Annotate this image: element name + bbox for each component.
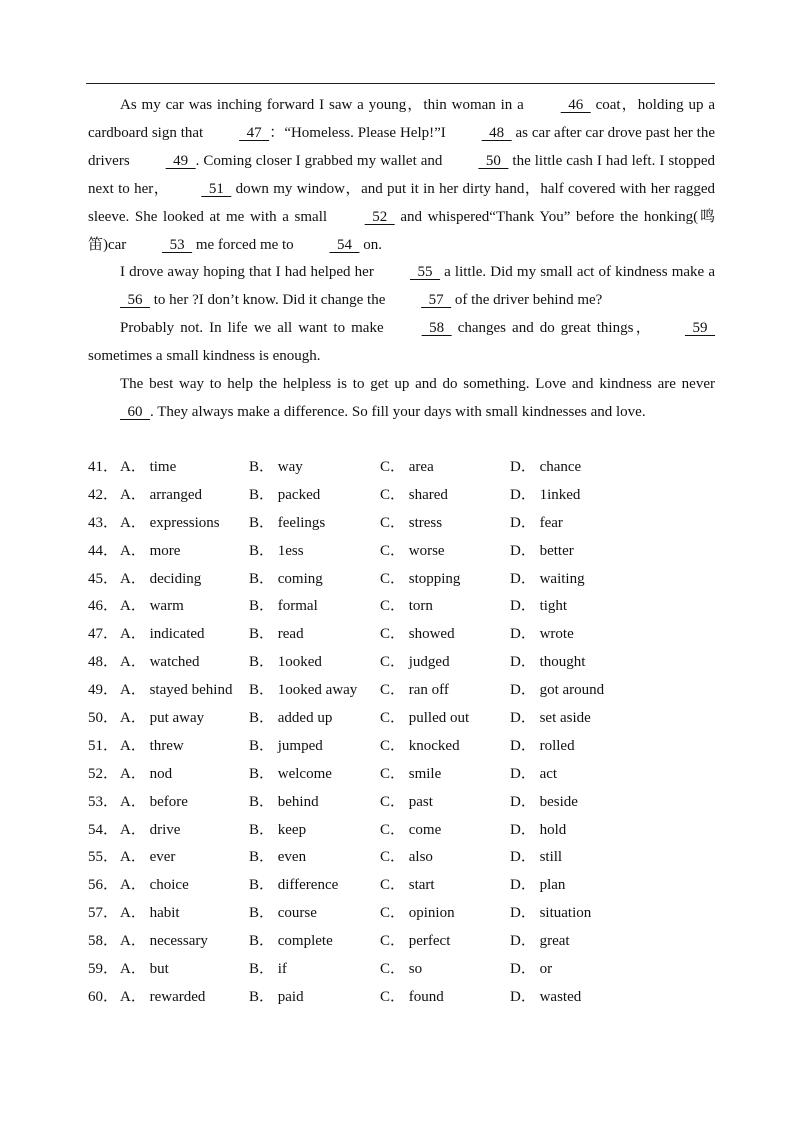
blank-53: 53	[162, 236, 193, 253]
option-c: C． judged	[380, 654, 450, 671]
option-c: C． so	[380, 961, 423, 978]
option-a: A． but	[120, 961, 169, 978]
question-number: 59．	[88, 961, 119, 978]
passage-text: As my car was inching forward I saw a young，thin woman in a	[120, 97, 529, 113]
option-c: C． found	[380, 988, 444, 1005]
option-c: C． stopping	[380, 570, 461, 587]
question-number: 60．	[88, 988, 119, 1005]
passage-text: on.	[359, 236, 382, 253]
option-a: A． necessary	[120, 933, 208, 950]
passage-text: Probably not. In life we all want to make	[120, 320, 390, 337]
option-a: A． warm	[120, 598, 184, 615]
blank-47: 47	[239, 124, 270, 141]
passage-text: to her ?I don’t know. Did it change the	[150, 292, 390, 309]
blank-49: 49	[165, 152, 196, 169]
paragraph-2	[88, 259, 715, 315]
option-a: A． before	[120, 793, 188, 810]
option-a: A． deciding	[120, 570, 202, 587]
option-c: C． worse	[380, 542, 445, 559]
option-a: A． habit	[120, 905, 180, 922]
option-d: D． still	[510, 849, 563, 866]
passage-text: down my window，and put it in her dirty hand，half covered with her ragged sleeve. She looked at me with a small	[88, 180, 715, 225]
option-b: B． feelings	[249, 514, 326, 531]
blank-48: 48	[481, 124, 512, 141]
option-c: C． opinion	[380, 905, 455, 922]
option-b: B． 1ooked	[249, 654, 322, 671]
question-number: 51．	[88, 737, 119, 754]
passage-text: . Coming closer I grabbed my wallet and	[195, 152, 447, 169]
paragraph-4	[88, 371, 715, 427]
question-number: 55．	[88, 849, 119, 866]
option-a: A． expressions	[120, 514, 220, 531]
option-c: C． showed	[380, 626, 455, 643]
option-a: A． indicated	[120, 626, 205, 643]
option-b: B． behind	[249, 793, 319, 810]
blank-58: 58	[421, 320, 452, 337]
option-d: D． 1inked	[510, 486, 581, 503]
option-d: D． hold	[510, 821, 567, 838]
option-b: B． complete	[249, 933, 333, 950]
option-d: D． great	[510, 933, 570, 950]
option-a: A． choice	[120, 877, 189, 894]
passage-text: a little. Did my small act of kindness make a	[439, 264, 716, 281]
option-a: A． stayed behind	[120, 682, 233, 699]
option-a: A． arranged	[120, 486, 203, 503]
option-c: C． perfect	[380, 933, 451, 950]
option-b: B． coming	[249, 570, 323, 587]
option-d: D． beside	[510, 793, 578, 810]
passage-text: ：“Homeless. Please Help!”I	[269, 124, 450, 141]
option-a: A． rewarded	[120, 988, 206, 1005]
blank-50: 50	[478, 152, 509, 169]
paragraph-3	[88, 315, 715, 371]
option-b: B． even	[249, 849, 307, 866]
blank-56: 56	[120, 292, 150, 309]
option-b: B． 1ess	[249, 542, 304, 559]
option-a: A． time	[120, 459, 177, 475]
question-number: 47．	[88, 626, 119, 643]
option-d: D． tight	[510, 598, 568, 615]
option-a: A． more	[120, 542, 181, 559]
option-d: D． got around	[510, 682, 605, 699]
passage-text: The best way to help the helpless is to get up and do something. Love and kindness are never	[120, 376, 715, 393]
blank-57: 57	[421, 292, 452, 309]
option-b: B． formal	[249, 598, 318, 615]
option-d: D． fear	[510, 514, 563, 531]
option-b: B． difference	[249, 877, 339, 894]
option-a: A． put away	[120, 710, 205, 727]
option-d: D． chance	[510, 459, 582, 475]
question-number: 56．	[88, 877, 119, 894]
option-b: B． keep	[249, 821, 307, 838]
option-b: B． added up	[249, 710, 333, 727]
option-a: A． nod	[120, 765, 173, 782]
passage-text: me forced me to	[192, 236, 298, 253]
option-a: A． threw	[120, 737, 184, 754]
question-number: 50．	[88, 710, 119, 727]
option-c: C． ran off	[380, 682, 449, 699]
option-a: A． drive	[120, 821, 181, 838]
blank-59: 59	[685, 320, 716, 337]
option-b: B． packed	[249, 486, 321, 503]
question-number: 44．	[88, 542, 119, 559]
option-c: C． start	[380, 877, 435, 894]
passage-text: coat，holding up a cardboard sign that	[88, 97, 715, 141]
question-number: 41．	[88, 459, 119, 475]
question-number: 48．	[88, 654, 119, 671]
option-c: C． past	[380, 793, 433, 810]
question-number: 46．	[88, 598, 119, 615]
question-number: 58．	[88, 933, 119, 950]
passage-text: I drove away hoping that I had helped her	[120, 264, 378, 281]
option-b: B． welcome	[249, 765, 332, 782]
option-b: B． if	[249, 961, 287, 978]
option-d: D． better	[510, 542, 574, 559]
option-b: B． read	[249, 626, 304, 643]
option-c: C． area	[380, 459, 434, 475]
option-b: B． 1ooked away	[249, 682, 358, 699]
option-d: D． rolled	[510, 737, 575, 754]
option-c: C． shared	[380, 486, 448, 503]
blank-54: 54	[329, 236, 360, 253]
option-c: C． come	[380, 821, 442, 838]
option-d: D． act	[510, 765, 558, 782]
option-c: C． pulled out	[380, 710, 470, 727]
passage-text: sometimes a small kindness is enough.	[88, 348, 321, 365]
option-b: B． course	[249, 905, 317, 922]
option-d: D． situation	[510, 905, 592, 922]
option-d: D． wasted	[510, 988, 582, 1005]
option-d: D． thought	[510, 654, 586, 671]
question-number: 42．	[88, 486, 119, 503]
option-b: B． jumped	[249, 737, 323, 754]
header-rule	[86, 83, 715, 84]
option-c: C． torn	[380, 598, 433, 615]
passage-text: the little cash I had left. I stopped next to her，	[88, 152, 716, 197]
option-d: D． wrote	[510, 626, 574, 643]
option-d: D． set aside	[510, 710, 591, 727]
option-c: C． also	[380, 849, 433, 866]
question-number: 49．	[88, 682, 119, 699]
question-number: 53．	[88, 793, 119, 810]
option-d: D． or	[510, 961, 553, 978]
passage-text: changes and do great things，	[451, 320, 654, 337]
blank-52: 52	[364, 208, 395, 225]
blank-51: 51	[201, 180, 232, 197]
option-b: B． way	[249, 459, 303, 475]
question-number: 52．	[88, 765, 119, 782]
question-number: 45．	[88, 570, 119, 587]
passage-text: of the driver behind me?	[451, 292, 603, 309]
option-b: B． paid	[249, 988, 304, 1005]
blank-55: 55	[409, 264, 440, 281]
option-c: C． knocked	[380, 737, 460, 754]
passage-text: and whispered“Thank You” before the honking(鸣笛)car	[88, 208, 715, 253]
passage-text: as car after car drove past her the drivers	[88, 124, 715, 169]
option-a: A． watched	[120, 654, 200, 671]
option-d: D． waiting	[510, 570, 585, 587]
option-c: C． stress	[380, 514, 443, 531]
question-number: 57．	[88, 905, 119, 922]
option-c: C． smile	[380, 765, 442, 782]
question-number: 43．	[88, 514, 119, 531]
passage-text: . They always make a difference. So fill your days with small kindnesses and love.	[150, 403, 646, 420]
blank-46: 46	[560, 97, 591, 113]
blank-60: 60	[120, 403, 150, 420]
option-a: A． ever	[120, 849, 176, 866]
option-d: D． plan	[510, 877, 566, 894]
question-number: 54．	[88, 821, 119, 838]
paragraph-1	[88, 92, 715, 259]
cloze-passage	[88, 92, 715, 427]
